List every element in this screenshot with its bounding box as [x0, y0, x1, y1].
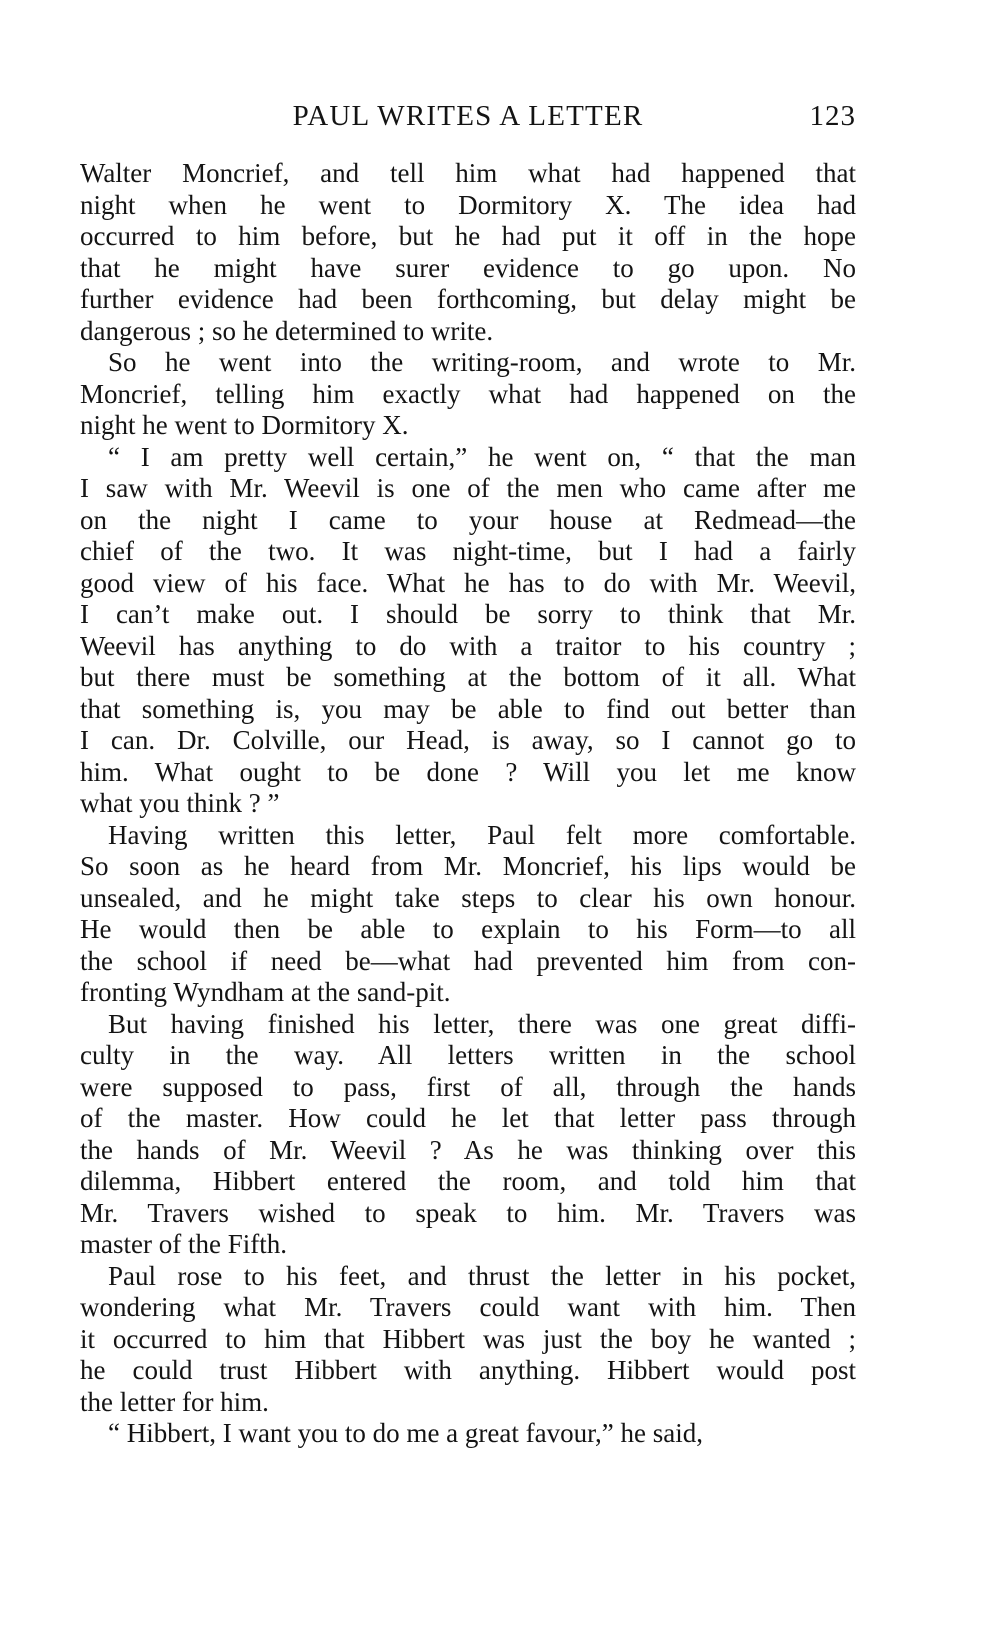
text-line: but there must be something at the bottom of it all. What [80, 662, 856, 692]
text-line: that he might have surer evidence to go upon. No [80, 252, 856, 283]
text-line: I can. Dr. Colville, our Head, is away, so I cannot go to [80, 725, 856, 755]
text-line: occurred to him before, but he had put it off in the hope [80, 221, 856, 251]
text-line: Weevil has anything to do with a traitor to his country ; [80, 630, 856, 661]
text-line: “ I am pretty well certain,” he went on, “ that the man [108, 441, 856, 472]
text-line: Moncrief, telling him exactly what had happened on the [80, 378, 856, 409]
page-number: 123 [809, 100, 856, 132]
text-line: the hands of Mr. Weevil ? As he was thinking over this [80, 1134, 856, 1165]
text-line: night when he went to Dormitory X. The idea had [80, 189, 856, 220]
text-line: unsealed, and he might take steps to clear his own honour. [80, 882, 856, 913]
chapter-title: PAUL WRITES A LETTER [292, 100, 644, 132]
text-line: Walter Moncrief, and tell him what had happened that [80, 158, 856, 188]
text-line: he could trust Hibbert with anything. Hibbert would post [80, 1355, 856, 1385]
text-line: Paul rose to his feet, and thrust the letter in his pocket, [108, 1260, 856, 1291]
paragraph [80, 820, 856, 1009]
text-line: night he went to Dormitory X. [80, 410, 409, 440]
paragraph [80, 1009, 856, 1261]
text-line: So he went into the writing-room, and wrote to Mr. [108, 347, 856, 377]
paragraph [80, 1418, 856, 1450]
text-line: on the night I came to your house at Redmead—the [80, 504, 856, 535]
text-line: So soon as he heard from Mr. Moncrief, his lips would be [80, 851, 856, 881]
text-line: dilemma, Hibbert entered the room, and told him that [80, 1166, 856, 1196]
running-head [80, 96, 856, 136]
body-text [80, 158, 856, 1450]
text-line: the letter for him. [80, 1386, 269, 1417]
text-line: it occurred to him that Hibbert was just the boy he wanted ; [80, 1323, 856, 1354]
text-line: chief of the two. It was night-time, but I had a fairly [80, 536, 856, 566]
paragraph [80, 442, 856, 820]
text-line: good view of his face. What he has to do with Mr. Weevil, [80, 567, 856, 598]
text-line: wondering what Mr. Travers could want with him. Then [80, 1292, 856, 1322]
text-line: the school if need be—what had prevented him from con- [80, 945, 856, 976]
text-line: Mr. Travers wished to speak to him. Mr. Travers was [80, 1197, 856, 1228]
text-line: him. What ought to be done ? Will you let me know [80, 756, 856, 787]
text-line: I saw with Mr. Weevil is one of the men who came after me [80, 473, 856, 503]
text-line: master of the Fifth. [80, 1229, 287, 1259]
paragraph [80, 1261, 856, 1419]
paragraph [80, 347, 856, 442]
text-line: what you think ? ” [80, 788, 280, 818]
text-line: He would then be able to explain to his Form—to all [80, 914, 856, 944]
text-line: But having finished his letter, there was one great diffi- [108, 1008, 856, 1039]
text-line: “ Hibbert, I want you to do me a great favour,” he said, [108, 1418, 703, 1448]
text-line: fronting Wyndham at the sand-pit. [80, 977, 451, 1007]
text-line: were supposed to pass, first of all, through the hands [80, 1071, 856, 1102]
text-line: that something is, you may be able to find out better than [80, 693, 856, 724]
text-line: culty in the way. All letters written in the school [80, 1040, 856, 1070]
text-line: of the master. How could he let that letter pass through [80, 1103, 856, 1133]
text-line: further evidence had been forthcoming, but delay might be [80, 284, 856, 314]
text-line: dangerous ; so he determined to write. [80, 315, 494, 346]
text-line: Having written this letter, Paul felt more comfortable. [108, 819, 856, 850]
text-line: I can’t make out. I should be sorry to think that Mr. [80, 599, 856, 629]
paragraph [80, 158, 856, 347]
